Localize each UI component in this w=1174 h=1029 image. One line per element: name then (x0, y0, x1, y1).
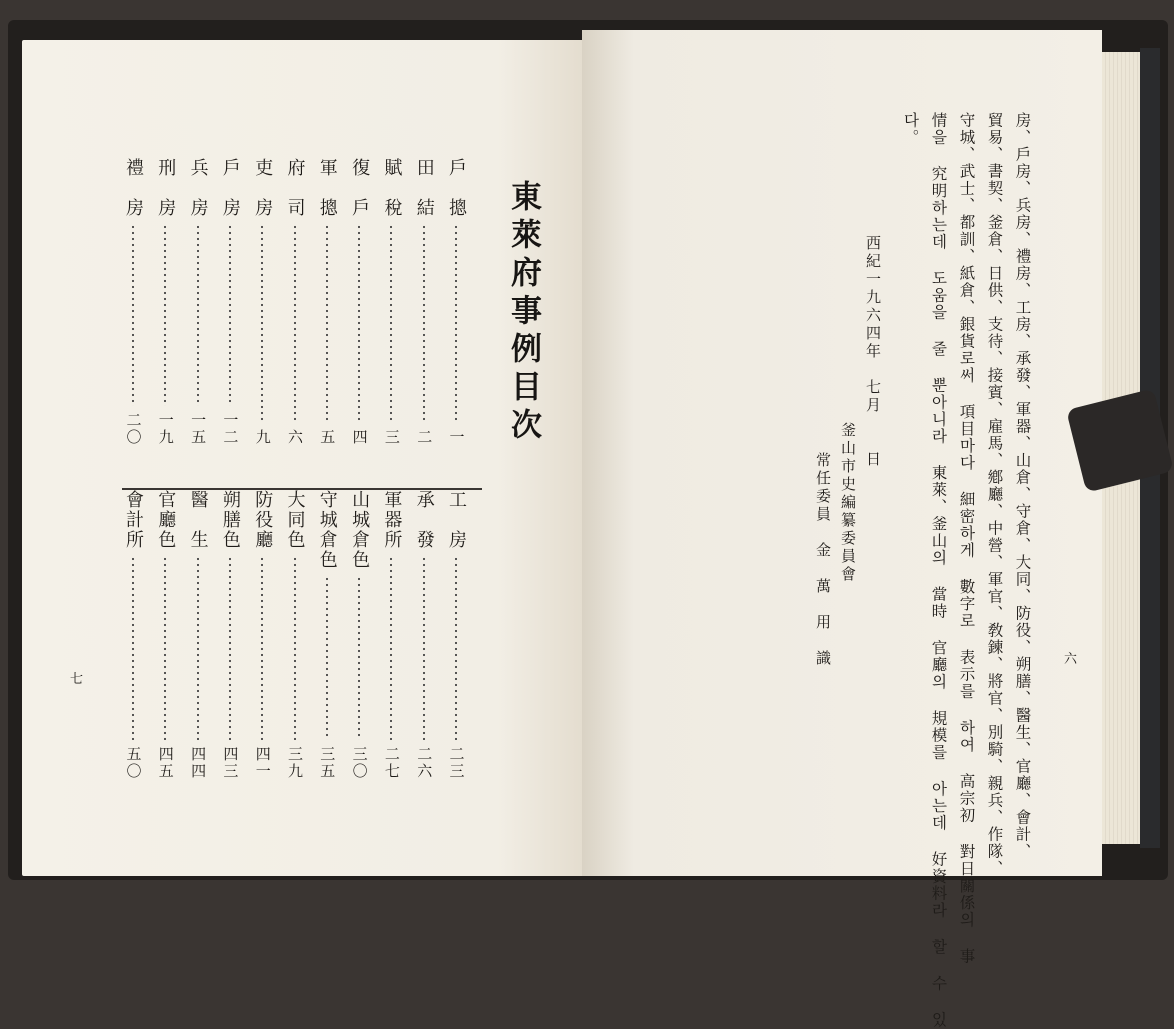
toc-entry (218, 158, 242, 446)
toc-entry-page: 九 (253, 429, 272, 446)
toc-entry-page: 四 (350, 429, 369, 446)
toc-entry (250, 158, 274, 446)
committee-name: 釜山市史編纂委員會 (839, 422, 857, 584)
toc-entry-label: 官廳色 (155, 490, 177, 550)
toc-dot-leader (423, 556, 425, 740)
toc-dot-leader (261, 556, 263, 740)
toc-entry-label: 醫 生 (187, 490, 209, 550)
toc-entry-label: 承 發 (413, 490, 435, 550)
left-page (22, 40, 582, 876)
toc-entry-page: 四三 (221, 746, 240, 780)
toc-entry-label: 刑 房 (155, 158, 177, 218)
toc-entry (347, 490, 371, 780)
preface-column: 貿易、書契、釜倉、日供、支待、接賓、雇馬、鄕廳、中營、軍官、敎鍊、將官、別騎、親兵、作隊、 (985, 112, 1004, 877)
toc-entry (444, 490, 468, 780)
toc-dot-leader (390, 556, 392, 740)
toc-dot-leader (326, 224, 328, 423)
toc-entry-label: 軍 摠 (316, 158, 338, 218)
toc-entry-label: 戶 摠 (446, 158, 467, 218)
right-page (582, 30, 1102, 1029)
toc-entry-label: 兵 房 (187, 158, 209, 218)
toc-entry-label: 守城倉色 (316, 490, 338, 570)
toc-entry-page: 二七 (382, 746, 401, 780)
toc-dot-leader (229, 224, 231, 406)
toc-entry-label: 戶 房 (219, 158, 241, 218)
preface-column: 다。 (901, 112, 920, 146)
toc-entry-page: 四一 (253, 746, 272, 780)
toc-entry-page: 三五 (318, 746, 337, 780)
toc-entry (315, 158, 339, 446)
toc-entry (218, 490, 242, 780)
toc-dot-leader (455, 224, 457, 423)
toc-entry (153, 490, 177, 780)
toc-entry (315, 490, 339, 780)
toc-entry-page: 二〇 (124, 412, 143, 446)
preface-column: 守城、武士、都訓、紙倉、銀貨로써 項目마다 細密하게 數字로 表示를 하여 高宗初 對日關係의 事 (957, 112, 976, 965)
toc-entry-page: 一二 (221, 412, 240, 446)
toc-title: 東萊府事例目次 (505, 180, 541, 446)
toc-entry-label: 大同色 (284, 490, 306, 550)
toc-dot-leader (326, 576, 328, 740)
toc-entry-page: 一 (447, 429, 466, 446)
toc-entry (121, 158, 145, 446)
toc-dot-leader (261, 224, 263, 423)
toc-entry-label: 山城倉色 (349, 490, 371, 570)
toc-entry-label: 吏 房 (252, 158, 274, 218)
toc-entry-page: 二三 (447, 746, 466, 780)
toc-entry-label: 賦 稅 (381, 158, 403, 218)
toc-entry (379, 158, 403, 446)
toc-entry-page: 五〇 (124, 746, 143, 780)
toc-entry (186, 158, 210, 446)
toc-entry (283, 158, 307, 446)
toc-entry-page: 二六 (415, 746, 434, 780)
toc-entry-label: 朔膳色 (219, 490, 241, 550)
toc-entry (347, 158, 371, 446)
toc-entry-page: 一五 (189, 412, 208, 446)
toc-entry-label: 禮 房 (123, 158, 144, 218)
toc-entry (186, 490, 210, 780)
toc-dot-leader (294, 224, 296, 423)
toc-dot-leader (455, 556, 457, 740)
toc-entry-page: 三〇 (350, 746, 369, 780)
toc-entry-label: 軍器所 (381, 490, 403, 550)
toc-entry (283, 490, 307, 780)
toc-dot-leader (390, 224, 392, 423)
preface-column: 情을 究明하는데 도움을 줄 뿐아니라 東萊、釜山의 當時 官廳의 規模를 아는데 好資料라 할 수 있 (929, 112, 948, 1029)
toc-entry-page: 六 (286, 429, 304, 446)
toc-entry-page: 四四 (189, 746, 208, 780)
toc-dot-leader (294, 556, 296, 740)
toc-entry-label: 會計所 (123, 490, 144, 550)
toc-dot-leader (358, 224, 360, 423)
left-page-number: 七 (70, 672, 84, 687)
toc-entry-label: 府 司 (284, 158, 306, 218)
toc-dot-leader (197, 224, 199, 406)
toc-entry (412, 158, 436, 446)
toc-entry (250, 490, 274, 780)
toc-entry (379, 490, 403, 780)
signature: 常任委員 金 萬 用 識 (814, 452, 832, 668)
right-page-number: 六 (1064, 652, 1078, 667)
toc-entry (412, 490, 436, 780)
toc-entry-page: 五 (318, 429, 337, 446)
toc-entry (153, 158, 177, 446)
toc-entry-page: 一九 (156, 412, 175, 446)
toc-dot-leader (197, 556, 199, 740)
toc-entry (121, 490, 145, 780)
toc-dot-leader (164, 556, 166, 740)
toc-dot-leader (132, 224, 134, 406)
toc-entry-page: 三九 (286, 746, 304, 780)
toc-entry-label: 工 房 (446, 490, 467, 550)
toc-entry-label: 防役廳 (252, 490, 274, 550)
toc-entry-label: 田 結 (413, 158, 435, 218)
toc-entry-page: 四五 (156, 746, 175, 780)
toc-dot-leader (358, 576, 360, 740)
preface-column: 房、戶房、兵房、禮房、工房、承發、軍器、山倉、守倉、大同、防役、朔膳、醫生、官廳、會計、 (1013, 112, 1032, 860)
toc-dot-leader (132, 556, 134, 740)
toc-dot-leader (423, 224, 425, 423)
toc-entry (444, 158, 468, 446)
toc-entry-page: 三 (382, 429, 401, 446)
preface-date: 西紀一九六四年 七月 日 (864, 235, 882, 469)
toc-dot-leader (164, 224, 166, 406)
toc-dot-leader (229, 556, 231, 740)
toc-entry-page: 二 (415, 429, 434, 446)
toc-entry-label: 復 戶 (349, 158, 371, 218)
